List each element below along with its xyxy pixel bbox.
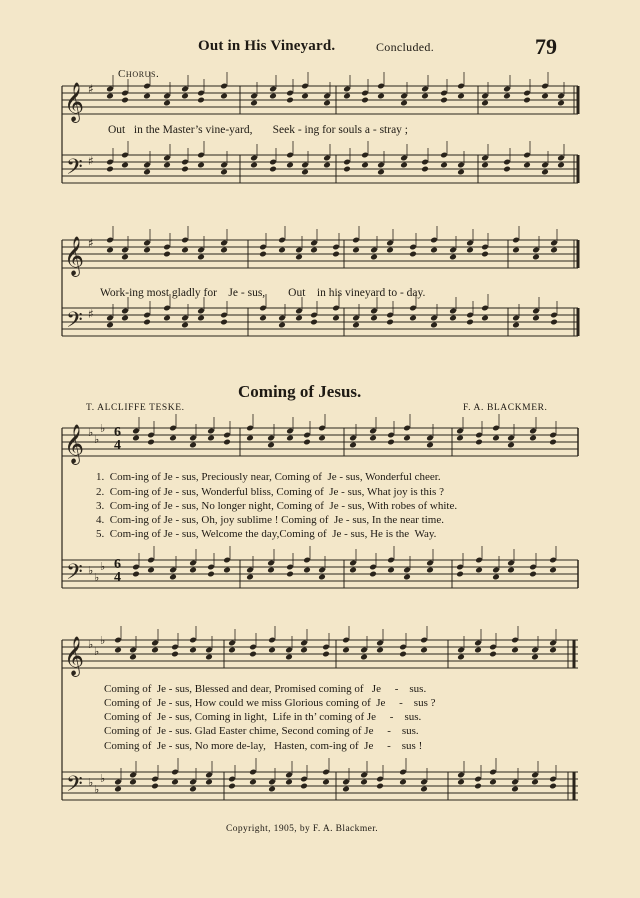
note-head: [286, 571, 294, 578]
copyright-notice: Copyright, 1905, by F. A. Blackmer.: [226, 824, 379, 834]
verse-line: Coming of Je - sus, No more de-lay, Hasten, com-ing of Je - sus !: [104, 740, 423, 752]
note-head: [268, 786, 276, 793]
svg-text:♭: ♭: [100, 422, 106, 435]
note-head: [512, 322, 520, 329]
note-head: [342, 786, 350, 793]
note-head: [492, 435, 500, 442]
note-head: [310, 247, 318, 254]
note-head: [352, 322, 360, 329]
note-head: [481, 100, 489, 107]
note-head: [387, 439, 395, 446]
note-head: [360, 654, 368, 661]
note-head: [121, 254, 129, 261]
note-head: [457, 779, 465, 786]
note-head: [228, 783, 236, 790]
note-head: [223, 567, 231, 574]
note-head: [249, 651, 257, 658]
note-head: [549, 783, 557, 790]
note-head: [511, 786, 519, 793]
note-head: [151, 647, 159, 654]
note-head: [132, 571, 140, 578]
svg-text:♯: ♯: [88, 154, 94, 168]
vineyard-lyric-line-2: Work-ing most gladly for Je - sus, Out in his vineyard to - day.: [100, 287, 426, 299]
note-head: [106, 93, 114, 100]
note-head: [147, 567, 155, 574]
note-head: [189, 567, 197, 574]
note-head: [549, 439, 557, 446]
note-head: [250, 162, 258, 169]
note-head: [197, 162, 205, 169]
note-head: [106, 322, 114, 329]
note-head: [249, 779, 257, 786]
note-head: [163, 100, 171, 107]
svg-text:♭: ♭: [88, 776, 94, 789]
note-head: [171, 651, 179, 658]
note-head: [403, 435, 411, 442]
svg-text:𝄢: 𝄢: [66, 308, 83, 338]
note-head: [171, 779, 179, 786]
note-head: [121, 315, 129, 322]
note-head: [143, 247, 151, 254]
note-head: [409, 251, 417, 258]
note-head: [481, 315, 489, 322]
svg-text:♭: ♭: [94, 433, 100, 446]
note-head: [370, 315, 378, 322]
time-signature-bass: 6 4: [114, 557, 121, 585]
note-head: [114, 647, 122, 654]
note-head: [332, 315, 340, 322]
note-head: [310, 319, 318, 326]
note-head: [376, 647, 384, 654]
note-head: [456, 571, 464, 578]
note-head: [369, 435, 377, 442]
note-head: [507, 442, 515, 449]
svg-text:♭: ♭: [94, 783, 100, 796]
svg-text:♭: ♭: [100, 772, 106, 785]
svg-text:𝄞: 𝄞: [64, 636, 85, 676]
note-head: [457, 169, 465, 176]
note-head: [474, 783, 482, 790]
note-head: [143, 319, 151, 326]
note-head: [531, 779, 539, 786]
note-head: [361, 162, 369, 169]
note-head: [549, 567, 557, 574]
note-head: [426, 442, 434, 449]
note-head: [267, 442, 275, 449]
note-head: [267, 567, 275, 574]
note-head: [475, 439, 483, 446]
note-head: [489, 779, 497, 786]
note-head: [197, 315, 205, 322]
note-head: [440, 162, 448, 169]
note-head: [352, 247, 360, 254]
note-head: [132, 435, 140, 442]
note-head: [342, 647, 350, 654]
note-head: [503, 166, 511, 173]
note-head: [295, 254, 303, 261]
note-head: [541, 93, 549, 100]
note-head: [181, 93, 189, 100]
note-head: [421, 166, 429, 173]
note-head: [163, 162, 171, 169]
note-head: [532, 315, 540, 322]
note-head: [400, 100, 408, 107]
verse-line: Coming of Je - sus, How could we miss Glorious coming of Je - sus ?: [104, 697, 436, 709]
note-head: [369, 571, 377, 578]
verse-line: 5. Com-ing of Je - sus, Welcome the day,Coming of Je - sus, He is the Way.: [96, 528, 437, 540]
staff-lines-1: [62, 86, 578, 114]
note-head: [278, 322, 286, 329]
note-head: [550, 247, 558, 254]
svg-text:♭: ♭: [88, 638, 94, 651]
verse-line: 4. Com-ing of Je - sus, Oh, joy sublime ! Coming of Je - sus, In the near time.: [96, 514, 444, 526]
note-head: [207, 571, 215, 578]
note-head: [399, 779, 407, 786]
note-head: [147, 439, 155, 446]
note-head: [106, 166, 114, 173]
svg-text:𝄢: 𝄢: [66, 560, 83, 590]
note-head: [303, 567, 311, 574]
svg-text:♯: ♯: [88, 236, 94, 250]
note-head: [456, 435, 464, 442]
note-head: [300, 647, 308, 654]
note-head: [512, 247, 520, 254]
note-head: [550, 319, 558, 326]
note-head: [529, 571, 537, 578]
note-head: [300, 783, 308, 790]
svg-text:♭: ♭: [94, 645, 100, 658]
svg-text:♭: ♭: [94, 571, 100, 584]
note-head: [163, 315, 171, 322]
note-head: [143, 169, 151, 176]
page-number: 79: [535, 34, 557, 59]
note-head: [285, 654, 293, 661]
note-head: [400, 162, 408, 169]
note-head: [421, 93, 429, 100]
note-head: [303, 439, 311, 446]
note-head: [523, 97, 531, 104]
note-head: [220, 247, 228, 254]
svg-text:♭: ♭: [88, 426, 94, 439]
note-head: [557, 100, 565, 107]
note-head: [377, 93, 385, 100]
verse-line: 2. Com-ing of Je - sus, Wonderful bliss, Coming of Je - sus, What joy is this ?: [96, 486, 444, 498]
note-head: [286, 97, 294, 104]
note-head: [181, 247, 189, 254]
note-head: [489, 651, 497, 658]
vineyard-lyric-line-1: Out in the Master’s vine-yard, Seek - ing for souls a - stray ;: [108, 124, 409, 136]
note-head: [449, 315, 457, 322]
note-head: [507, 567, 515, 574]
note-head: [481, 251, 489, 258]
note-head: [259, 251, 267, 258]
note-head: [205, 654, 213, 661]
lyricist-credit: T. ALCLIFFE TESKE.: [86, 403, 185, 413]
note-head: [323, 162, 331, 169]
note-head: [466, 247, 474, 254]
note-head: [269, 93, 277, 100]
verse-line: Coming of Je - sus, Coming in light, Life in th’ coming of Je - sus.: [104, 711, 422, 723]
svg-text:𝄞: 𝄞: [64, 236, 85, 276]
note-head: [529, 435, 537, 442]
note-head: [322, 779, 330, 786]
note-head: [169, 574, 177, 581]
svg-text:𝄞: 𝄞: [64, 424, 85, 464]
svg-text:♯: ♯: [88, 82, 94, 96]
note-head: [475, 567, 483, 574]
note-head: [492, 574, 500, 581]
note-head: [129, 654, 137, 661]
note-head: [269, 166, 277, 173]
composer-credit: F. A. BLACKMER.: [463, 403, 548, 413]
note-head: [420, 786, 428, 793]
song-title-vineyard: Out in His Vineyard.: [198, 38, 336, 54]
note-head: [197, 254, 205, 261]
note-head: [121, 97, 129, 104]
note-head: [169, 435, 177, 442]
note-head: [220, 319, 228, 326]
verse-line: Coming of Je - sus. Glad Easter chime, Second coming of Je - sus.: [104, 725, 419, 737]
note-head: [301, 93, 309, 100]
note-head: [278, 247, 286, 254]
note-head: [386, 319, 394, 326]
note-head: [409, 315, 417, 322]
note-head: [399, 651, 407, 658]
note-head: [541, 169, 549, 176]
note-head: [246, 574, 254, 581]
time-signature-treble: 6 4: [114, 425, 121, 453]
note-head: [228, 647, 236, 654]
note-head: [207, 435, 215, 442]
note-head: [163, 251, 171, 258]
note-head: [532, 254, 540, 261]
note-head: [386, 247, 394, 254]
note-head: [197, 97, 205, 104]
note-head: [361, 97, 369, 104]
note-head: [503, 93, 511, 100]
note-head: [285, 779, 293, 786]
svg-text:♭: ♭: [100, 560, 106, 573]
note-head: [426, 567, 434, 574]
note-head: [268, 647, 276, 654]
note-head: [457, 654, 465, 661]
note-head: [481, 162, 489, 169]
note-head: [430, 247, 438, 254]
note-head: [151, 783, 159, 790]
note-head: [377, 169, 385, 176]
note-head: [343, 166, 351, 173]
note-head: [457, 93, 465, 100]
note-head: [387, 567, 395, 574]
note-head: [466, 319, 474, 326]
note-head: [114, 786, 122, 793]
note-head: [549, 647, 557, 654]
note-head: [343, 93, 351, 100]
note-head: [129, 779, 137, 786]
svg-text:𝄢: 𝄢: [66, 155, 83, 185]
note-head: [420, 647, 428, 654]
note-head: [511, 647, 519, 654]
note-head: [440, 97, 448, 104]
note-head: [295, 315, 303, 322]
note-head: [220, 93, 228, 100]
note-head: [143, 93, 151, 100]
concluded-note: Concluded.: [376, 40, 434, 54]
svg-text:𝄞: 𝄞: [64, 82, 85, 122]
note-head: [523, 162, 531, 169]
note-head: [181, 166, 189, 173]
verse-line: 3. Com-ing of Je - sus, No longer night, Coming of Je - sus, With robes of white.: [96, 500, 458, 512]
note-head: [286, 162, 294, 169]
note-head: [106, 247, 114, 254]
note-head: [189, 786, 197, 793]
note-head: [557, 162, 565, 169]
svg-text:♭: ♭: [88, 564, 94, 577]
note-head: [323, 100, 331, 107]
note-head: [349, 567, 357, 574]
note-head: [223, 439, 231, 446]
note-head: [220, 169, 228, 176]
note-head: [531, 654, 539, 661]
note-head: [189, 442, 197, 449]
note-head: [449, 254, 457, 261]
note-head: [430, 322, 438, 329]
note-head: [259, 315, 267, 322]
note-head: [286, 435, 294, 442]
note-head: [370, 254, 378, 261]
verse-line: Coming of Je - sus, Blessed and dear, Promised coming of Je - sus.: [104, 683, 427, 695]
note-head: [360, 779, 368, 786]
note-head: [322, 651, 330, 658]
note-head: [318, 435, 326, 442]
note-head: [246, 435, 254, 442]
note-head: [474, 647, 482, 654]
note-head: [301, 169, 309, 176]
note-head: [121, 162, 129, 169]
note-head: [376, 783, 384, 790]
verse-line: 1. Com-ing of Je - sus, Preciously near, Coming of Je - sus, Wonderful cheer.: [96, 471, 441, 483]
song-title-coming: Coming of Jesus.: [238, 382, 362, 401]
note-head: [318, 574, 326, 581]
note-head: [332, 251, 340, 258]
svg-text:𝄢: 𝄢: [66, 772, 83, 802]
note-head: [250, 100, 258, 107]
note-head: [349, 442, 357, 449]
svg-text:♯: ♯: [88, 307, 94, 321]
note-head: [205, 779, 213, 786]
note-head: [181, 322, 189, 329]
note-head: [403, 574, 411, 581]
svg-text:♭: ♭: [100, 634, 106, 647]
chorus-label: Chorus.: [118, 68, 160, 80]
note-head: [189, 647, 197, 654]
